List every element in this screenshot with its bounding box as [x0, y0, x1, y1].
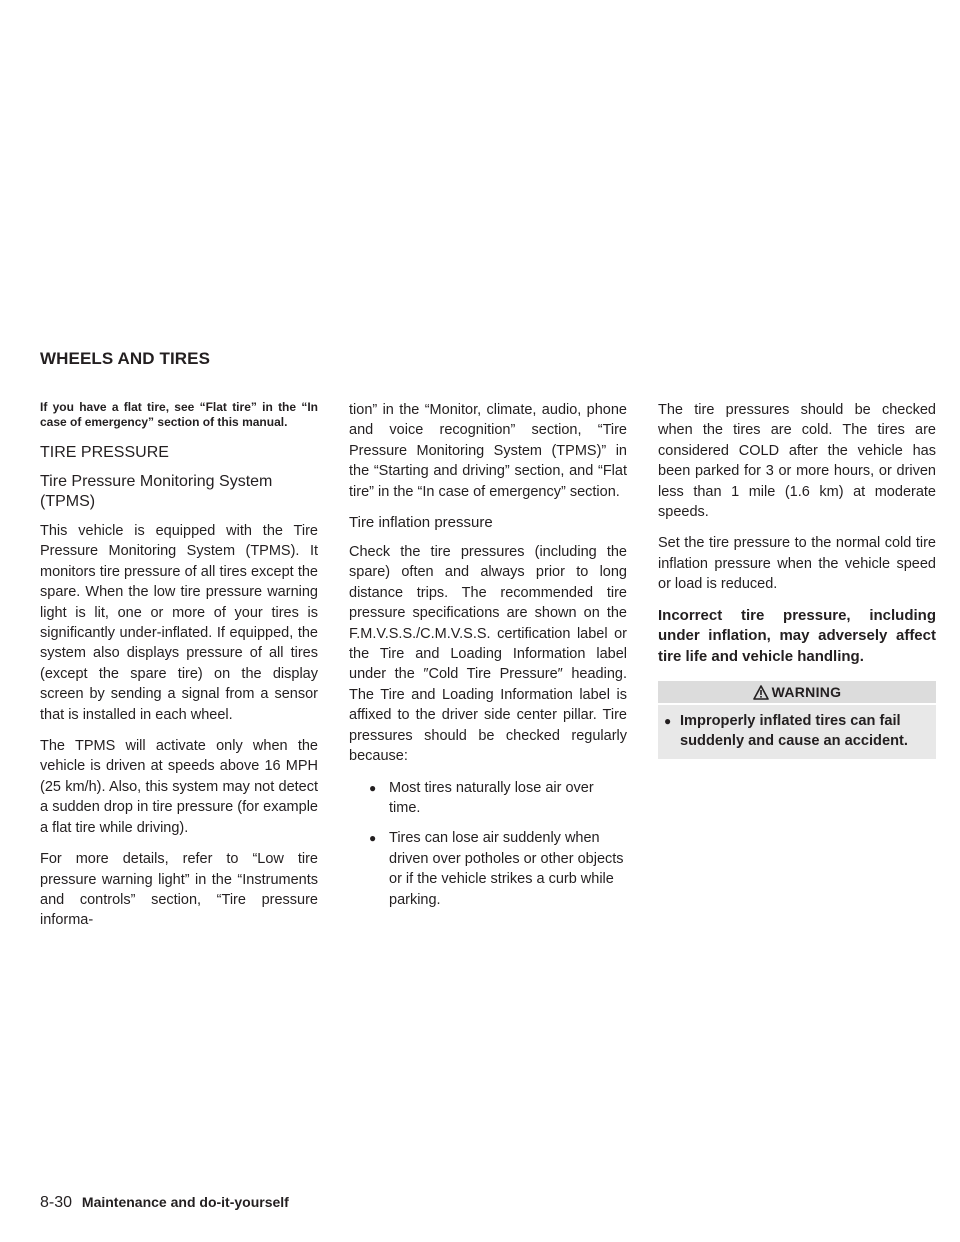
list-item [349, 828, 627, 910]
paragraph: tion” in the “Monitor, climate, audio, phone and voice recognition” section, “Tire Pressure Monitoring System (TPMS)” in the “Starting and driving” section, and “Flat tire” in the “In case of emergency” section. [349, 402, 627, 500]
paragraph: The TPMS will activate only when the vehicle is driven at speeds above 16 MPH (25 km/h). Also, this system may not detect a sudden drop in tire pressure (for example a flat tire while driving). [40, 738, 318, 836]
section-header: WHEELS AND TIRES [40, 349, 211, 368]
list-item-text: Most tires naturally lose air over time. [389, 779, 594, 816]
warning-title: WARNING [771, 684, 842, 701]
bullet-list [349, 778, 627, 910]
intro-note: If you have a flat tire, see “Flat tire” in the “In case of emergency” section of this manual. [40, 400, 318, 429]
warning-item [658, 711, 936, 751]
warning-triangle-icon [753, 685, 769, 700]
chapter-title: Maintenance and do-it-yourself [81, 1194, 289, 1210]
warning-item-text: Improperly inflated tires can fail suddenly and cause an accident. [680, 713, 908, 750]
warning-header [658, 681, 936, 703]
bold-caution: Incorrect tire pressure, including under inflation, may adversely affect tire life and vehicle handling. [658, 606, 936, 665]
bullet-icon: ● [369, 831, 377, 846]
column-3 [658, 400, 936, 759]
bullet-icon: ● [664, 714, 672, 729]
paragraph: Set the tire pressure to the normal cold tire inflation pressure when the vehicle speed or load is reduced. [658, 535, 936, 593]
paragraph: For more details, refer to “Low tire pressure warning light” in the “Instruments and controls” section, “Tire pressure informa- [40, 851, 318, 929]
tire-pressure-heading: TIRE PRESSURE [40, 444, 169, 461]
column-1 [40, 400, 318, 942]
paragraph: Check the tire pressures (including the spare) often and always prior to long distance trips. The recommended tire pressure specifications are shown on the F.M.V.S.S./C.M.V.S.S. certification label or the Tire and Loading Information label under the ″Cold Tire Pressure″ heading. The Tire and Loading Information label is affixed to the driver side center pillar. Tire pressures should be checked regularly because: [349, 544, 627, 765]
tpms-subheading: Tire Pressure Monitoring System (TPMS) [40, 473, 273, 510]
list-item-text: Tires can lose air suddenly when driven over potholes or other objects or if the vehicle strikes a curb while parking. [389, 830, 624, 908]
column-2 [349, 400, 627, 920]
warning-body [658, 705, 936, 759]
list-item [349, 778, 627, 819]
paragraph: The tire pressures should be checked when the tires are cold. The tires are considered COLD after the vehicle has been parked for 3 or more hours, or driven less than 1 mile (1.6 km) at moderate speeds. [658, 402, 936, 521]
bullet-icon: ● [369, 780, 377, 795]
tire-inflation-heading: Tire inflation pressure [349, 514, 493, 532]
page-footer [40, 1194, 289, 1212]
page-number: 8-30 [40, 1194, 73, 1211]
paragraph: This vehicle is equipped with the Tire Pressure Monitoring System (TPMS). It monitors tire pressure of all tires except the spare. When the low tire pressure warning light is lit, one or more of your tires is significantly under-inflated. If equipped, the system also displays pressure of all tires (except the spare tire) on the display screen by sending a signal from a sensor that is installed in each wheel. [40, 523, 318, 723]
warning-box [658, 681, 936, 759]
